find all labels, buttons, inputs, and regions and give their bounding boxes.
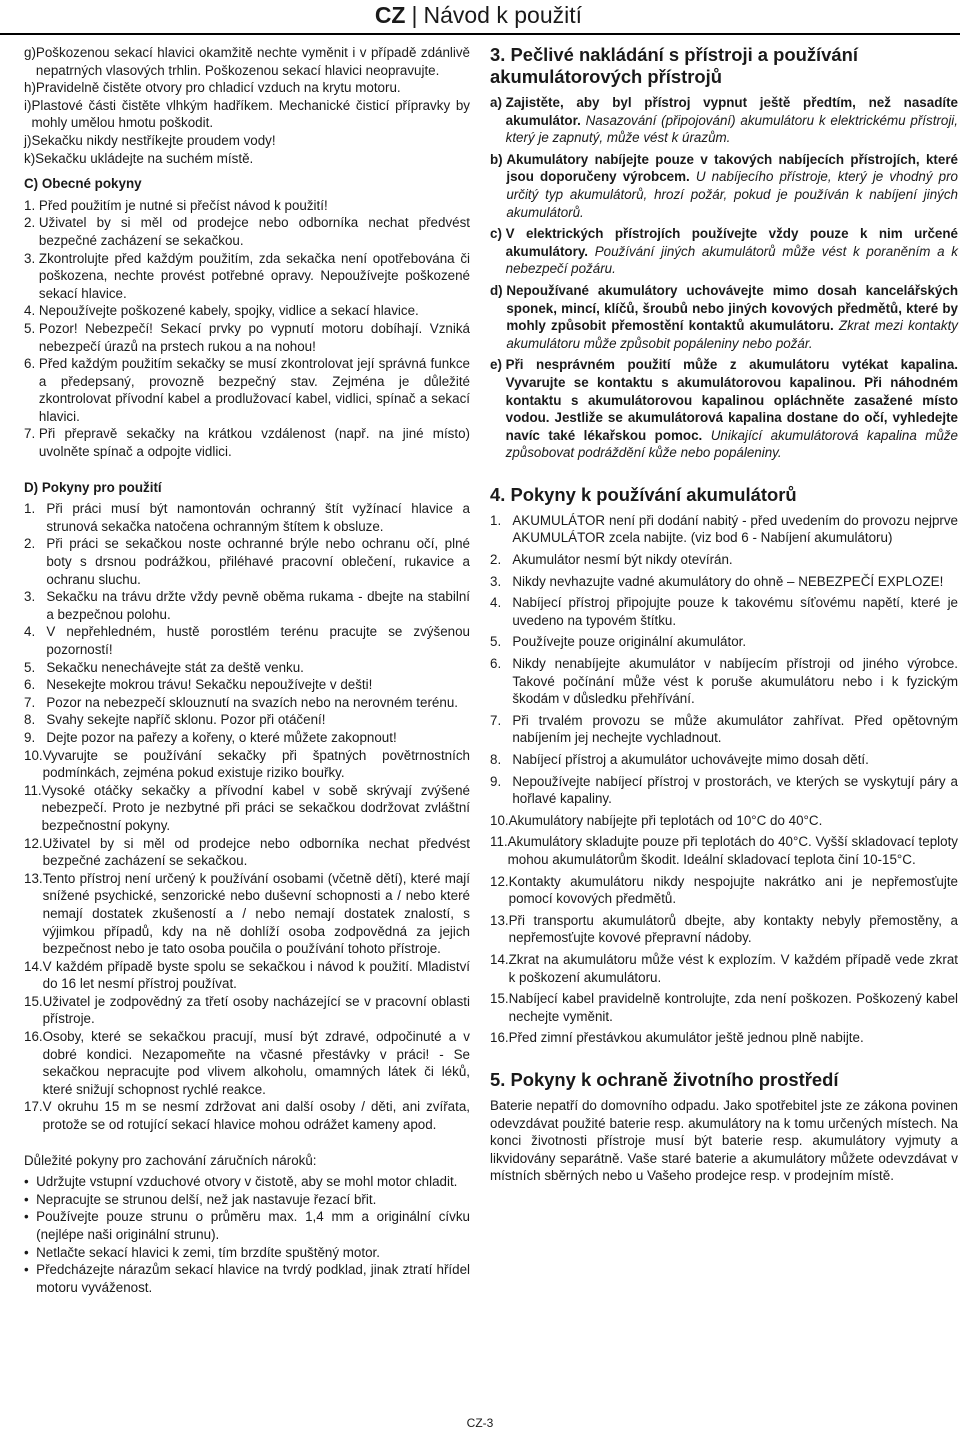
- section-c-heading: C) Obecné pokyny: [24, 176, 142, 192]
- maintenance-item-h: [24, 79, 470, 97]
- usage-instruction-item: [24, 623, 470, 658]
- item-text: Vyvarujte se používání sekačky při špatných povětrnostních podmínkách, zejména pokud existuje riziko bouřky.: [42, 747, 470, 781]
- item-number: 5.: [24, 320, 39, 336]
- item-text: Před zimní přestávkou akumulátor ještě jednou plně nabijte.: [508, 1030, 864, 1046]
- item-text: Dejte pozor na pařezy a kořeny, o které můžete zakopnout!: [46, 729, 397, 745]
- item-text: Při práci musí být namontován ochranný štít vyžínací hlavice a strunová sekačka natočena ochranným štítem k obsluze.: [46, 501, 470, 534]
- item-number: 4.: [490, 595, 513, 611]
- general-instruction-item: [24, 302, 470, 320]
- header-rule: [0, 33, 960, 35]
- item-number: 3.: [490, 573, 513, 589]
- item-bold-text: Nepoužívané akumulátory uchovávejte mimo dosah kancelářských sponek, mincí, klíčů, šroubů nebo jiných kovových předmětů, které by mohly způsobit přemostění kontaktů akumulátoru.: [506, 282, 958, 334]
- usage-instruction-item: [24, 835, 470, 870]
- usage-instruction-item: [24, 588, 470, 623]
- item-number: 3.: [24, 589, 47, 605]
- item-text: Nesekejte mokrou trávu! Sekačku nepoužívejte v dešti!: [46, 677, 373, 693]
- general-instruction-item: [24, 320, 470, 355]
- bullet-icon: •: [24, 1209, 37, 1225]
- item-text: Uživatel je zodpovědný za třetí osoby nacházející se v pracovní oblasti přístroje.: [42, 993, 470, 1027]
- item-number: 2.: [24, 536, 47, 552]
- warranty-bullet: [24, 1173, 470, 1191]
- item-text: Nepoužívejte nabíjecí přístroj v prostorách, ve kterých se vyskytují páry a hořlavé kapaliny.: [512, 773, 958, 807]
- item-bold-text: Zajistěte, aby byl přístroj vypnut ještě předtím, než nasadíte akumulátor.: [505, 95, 958, 128]
- item-number: 14.: [24, 958, 43, 974]
- usage-instruction-item: [24, 676, 470, 694]
- item-text: Plastové části čistěte vlhkým hadříkem. Mechanické čisticí přípravky by mohly umělou hmotu poškodit.: [31, 97, 470, 131]
- item-letter: a): [490, 95, 506, 110]
- item-number: 15.: [24, 993, 43, 1009]
- item-text: Kontakty akumulátoru nikdy nespojujte nakrátko ani je nepřemosťujte pomocí kovových předmětů.: [508, 873, 958, 907]
- battery-usage-item: [490, 812, 958, 830]
- item-number: 16.: [24, 1029, 43, 1045]
- item-text: Uživatel by si měl od prodejce nebo odborníka nechat předvést bezpečné zacházení se sekačkou.: [38, 215, 470, 248]
- item-number: 9.: [490, 773, 513, 789]
- warranty-bullet: [24, 1191, 470, 1209]
- item-text: Poškozenou sekací hlavici okamžitě nechte vyměnit i v případě zdánlivě nepatrných vlasových trhlin. Poškozenou sekací hlavici neopravujte.: [35, 45, 470, 78]
- section-5-text: Baterie nepatří do domovního odpadu. Jako spotřebitel jste ze zákona povinen odevzdávat použité baterie resp. akumulátory na k tomu určených místech. Na konci životnosti přístroje musí být baterie resp. akumulátory vyjmuty a likvidovány separátně. Vaše staré baterie a akumulátory můžete odevzdávat v místních sběrných nebo u Vašeho prodejce resp. v prodejním místě.: [490, 1097, 958, 1184]
- bullet-icon: •: [24, 1174, 37, 1190]
- page-header: [0, 0, 960, 36]
- section-c-list: [24, 197, 470, 461]
- battery-safety-item: [490, 225, 958, 278]
- item-italic-text: Nasazování (připojování) akumulátoru k elektrickému přístroji, který je zapnutý, může vést k úrazům.: [505, 112, 958, 146]
- battery-safety-item: [490, 94, 958, 147]
- battery-safety-item: [490, 151, 958, 221]
- item-marker: h): [24, 80, 36, 96]
- battery-usage-item: [490, 655, 958, 708]
- battery-usage-item: [490, 912, 958, 947]
- battery-usage-item: [490, 712, 958, 747]
- item-text: Nikdy nenabíjejte akumulátor v nabíjecím přístroji od jiného výrobce. Takové počínání může vést k poruše akumulátoru nebo i k fyzickým škodám v důsledku přehřívání.: [512, 656, 958, 707]
- maintenance-item-i: [24, 97, 470, 132]
- item-number: 11.: [24, 782, 42, 798]
- warranty-bullet: [24, 1261, 470, 1296]
- usage-instruction-item: [24, 958, 470, 993]
- item-text: V nepřehledném, hustě porostlém terénu pracujte se zvýšenou pozorností!: [46, 624, 470, 657]
- item-marker: j): [24, 132, 32, 148]
- item-number: 7.: [24, 694, 47, 710]
- item-text: Akumulátory skladujte pouze při teplotách do 40°C. Vyšší skladovací teploty mohou akumulátorům škodit. Ideální skladovací teplota činí 10-15°C.: [507, 834, 958, 867]
- item-text: Sekačku na trávu držte vždy pevně oběma rukama - dbejte na stabilní a bezpečnou polohu.: [46, 589, 470, 622]
- bullet-icon: •: [24, 1244, 37, 1260]
- usage-instruction-item: [24, 1028, 470, 1098]
- battery-usage-item: [490, 773, 958, 808]
- left-column: [24, 44, 470, 1296]
- item-number: 17.: [24, 1099, 43, 1115]
- battery-usage-item: [490, 633, 958, 651]
- battery-safety-item: [490, 282, 958, 352]
- item-number: 15.: [490, 991, 509, 1007]
- item-text: Sekačku nenechávejte stát za deště venku.: [46, 659, 304, 675]
- item-text: Akumulátor nesmí být nikdy otevírán.: [512, 552, 733, 568]
- header-separator: |: [411, 2, 418, 28]
- item-number: 12.: [490, 873, 509, 889]
- item-number: 16.: [490, 1030, 509, 1046]
- item-number: 6.: [24, 677, 47, 693]
- item-text: AKUMULÁTOR není při dodání nabitý - před uvedením do provozu nejprve AKUMULÁTOR zcela nabijte. (viz bod 6 - Nabíjení akumulátoru): [512, 512, 958, 546]
- item-text: Používejte pouze originální akumulátor.: [512, 634, 747, 650]
- item-number: 13.: [24, 870, 43, 886]
- general-instruction-item: [24, 425, 470, 460]
- item-text: Pozor! Nebezpečí! Sekací prvky po vypnutí motoru dobíhají. Vzniká nebezpečí úrazů na prstech rukou a na nohou!: [38, 320, 470, 354]
- manual-title: Návod k použití: [423, 2, 582, 28]
- item-text: Zkrat na akumulátoru může vést k explozím. V každém případě vede zkrat k poškození akumulátoru.: [508, 951, 958, 985]
- battery-usage-item: [490, 594, 958, 629]
- bullet-text: Udržujte vstupní vzduchové otvory v čistotě, aby se mohl motor chladit.: [36, 1174, 458, 1190]
- item-number: 5.: [490, 634, 513, 650]
- item-marker: g): [24, 45, 36, 60]
- bullet-text: Nepracujte se strunou delší, než jak nastavuje řezací břit.: [36, 1191, 377, 1207]
- item-number: 6.: [24, 356, 39, 372]
- battery-usage-item: [490, 751, 958, 769]
- usage-instruction-item: [24, 535, 470, 588]
- item-number: 13.: [490, 912, 509, 928]
- general-instruction-item: [24, 197, 470, 215]
- battery-usage-item: [490, 990, 958, 1025]
- item-letter: e): [490, 357, 506, 373]
- item-text: Vysoké otáčky sekačky a přívodní kabel v sobě skrývají zvýšené nebezpečí. Proto je nezbytné při práci se sekačkou dodržovat zvláštní bezpečnostní pokyny.: [41, 782, 470, 833]
- section-3-heading: 3. Pečlivé nakládání s přístroji a používání akumulátorových přístrojů: [490, 44, 858, 87]
- item-italic-text: Unikající akumulátorová kapalina může způsobovat podráždění kůže nebo popáleniny.: [505, 427, 959, 461]
- header-title: [375, 2, 582, 29]
- usage-instruction-item: [24, 870, 470, 958]
- item-text: V okruhu 15 m se nesmí zdržovat ani další osoby / děti, ani zvířata, protože se od rotující sekací hlavice mohou odrážet kameny apod.: [42, 1099, 470, 1133]
- general-instruction-item: [24, 214, 470, 249]
- item-text: Nikdy nevhazujte vadné akumulátory do ohně – NEBEZPEČÍ EXPLOZE!: [512, 573, 944, 589]
- warranty-intro: Důležité pokyny pro zachování záručních nároků:: [24, 1152, 317, 1168]
- section-d-list: [24, 500, 470, 1133]
- usage-instruction-item: [24, 747, 470, 782]
- item-number: 7.: [490, 712, 513, 728]
- item-number: 14.: [490, 951, 509, 967]
- item-number: 3.: [24, 250, 39, 266]
- item-text: Před použitím je nutné si přečíst návod k použití!: [38, 197, 328, 213]
- page-number: CZ-3: [466, 1416, 494, 1430]
- general-instruction-item: [24, 355, 470, 425]
- item-number: 6.: [490, 656, 513, 672]
- item-text: Nabíjecí kabel pravidelně kontrolujte, zda není poškozen. Poškozený kabel nechejte vyměnit.: [508, 991, 958, 1024]
- item-number: 1.: [24, 197, 39, 213]
- item-letter: b): [490, 151, 507, 167]
- item-text: Sekačku ukládejte na suchém místě.: [35, 150, 254, 166]
- usage-instruction-item: [24, 782, 470, 835]
- item-number: 10.: [24, 747, 43, 763]
- section-4-list: [490, 512, 958, 1047]
- item-text: Akumulátory nabíjejte při teplotách od 10°C do 40°C.: [508, 812, 823, 828]
- section-3-list: [490, 94, 958, 462]
- maintenance-item-k: [24, 150, 470, 168]
- item-text: Při práci se sekačkou noste ochranné brýle nebo ochranu očí, plné boty s drsnou podrážkou, přiléhavé pracovní oblečení, rukavice a ochranu sluchu.: [46, 536, 470, 587]
- usage-instruction-item: [24, 993, 470, 1028]
- item-text: Při trvalém provozu se může akumulátor zahřívat. Před opětovným nabíjením jej nechejte vychladnout.: [512, 712, 958, 746]
- bullet-text: Předcházejte nárazům sekací hlavice na tvrdý podklad, jinak ztratí hřídel motoru vyváženost.: [36, 1262, 470, 1295]
- battery-usage-item: [490, 551, 958, 569]
- item-number: 4.: [24, 303, 39, 319]
- item-text: Tento přístroj není určený k používání osobami (včetně dětí), které mají snížené psychické, senzorické nebo duševní schopnosti a / nebo které nemají dostatek zkušeností a / nebo nemají dostatek znalostí, s výjimkou případů, kdy na ně dohlíží osoba zodpovědná za jejich bezpečnost nebo je tato osoba poučila o používání tohoto přístroje.: [42, 870, 470, 957]
- item-number: 1.: [490, 512, 513, 528]
- item-text: Svahy sekejte napříč sklonu. Pozor při otáčení!: [46, 712, 326, 728]
- maintenance-item-j: [24, 132, 470, 150]
- right-column: [490, 44, 958, 1185]
- usage-instruction-item: [24, 1098, 470, 1133]
- section-5-heading: 5. Pokyny k ochraně životního prostředí: [490, 1068, 839, 1090]
- item-text: Nabíjecí přístroj připojujte pouze k takovému síťovému napětí, které je uvedeno na typovém štítku.: [512, 595, 958, 628]
- item-marker: k): [24, 150, 36, 166]
- item-bold-text: V elektrických přístrojích používejte vždy pouze k nim určené akumulátory.: [505, 226, 958, 259]
- usage-instruction-item: [24, 500, 470, 535]
- item-text: V každém případě byste spolu se sekačkou i návod k použití. Mladiství do 16 let nesmí přístroj používat.: [42, 958, 470, 992]
- item-italic-text: Zkrat mezi kontakty akumulátoru může způsobit popáleniny nebo požár.: [506, 318, 958, 351]
- maintenance-item-g: [24, 44, 470, 79]
- item-number: 12.: [24, 835, 43, 851]
- usage-instruction-item: [24, 659, 470, 677]
- item-text: Pravidelně čistěte otvory pro chladicí vzduch na krytu motoru.: [35, 80, 401, 96]
- item-text: Sekačku nikdy nestříkejte proudem vody!: [31, 132, 276, 148]
- item-letter: c): [490, 226, 506, 242]
- item-text: Nepoužívejte poškozené kabely, spojky, vidlice a sekací hlavice.: [38, 303, 419, 319]
- warranty-bullet-list: [24, 1173, 470, 1296]
- section-d-heading: D) Pokyny pro použití: [24, 479, 162, 495]
- usage-instruction-item: [24, 729, 470, 747]
- item-number: 7.: [24, 426, 39, 442]
- item-text: Při přepravě sekačky na krátkou vzdálenost (např. na jiné místo) uvolněte spínač a odpojte vidlici.: [38, 426, 470, 460]
- language-code: CZ: [374, 2, 406, 28]
- item-marker: i): [24, 97, 32, 113]
- item-letter: d): [490, 282, 507, 298]
- item-number: 10.: [490, 812, 509, 828]
- battery-safety-item: [490, 356, 958, 462]
- bullet-icon: •: [24, 1262, 37, 1278]
- item-text: Zkontrolujte před každým použitím, zda sekačka není opotřebována či poškozena, nechte provést potřebné opravy. Nepoužívejte poškozené sekací hlavice.: [38, 250, 470, 301]
- battery-usage-item: [490, 873, 958, 908]
- item-number: 11.: [490, 834, 508, 850]
- battery-usage-item: [490, 951, 958, 986]
- item-text: Při transportu akumulátorů dbejte, aby kontakty nebyly přemostěny, a nepřemosťujte kovové přepravní nádoby.: [508, 912, 958, 946]
- battery-usage-item: [490, 512, 958, 547]
- general-instruction-item: [24, 250, 470, 303]
- item-bold-text: Při nesprávném použití může z akumulátoru vytékat kapalina. Vyvarujte se kontaktu s akumulátorovou kapalinou. Při náhodném kontaktu s akumulátorovou kapalinou opláchněte zasažené místo vodou. Jestliže se akumulátorová kapalina dostane do očí, vyhledejte navíc také lékařskou pomoc.: [505, 357, 958, 443]
- item-number: 8.: [490, 752, 513, 767]
- item-italic-text: Používání jiných akumulátorů může vést k poraněním a k nebezpečí požáru.: [505, 243, 958, 277]
- battery-usage-item: [490, 833, 958, 868]
- item-italic-text: U nabíjecího přístroje, který je vhodný pro určitý typ akumulátorů, hrozí požár, pokud je používán k nabíjení jiných akumulátorů.: [506, 169, 958, 220]
- item-number: 2.: [490, 552, 513, 568]
- warranty-bullet: [24, 1208, 470, 1243]
- usage-instruction-item: [24, 694, 470, 712]
- bullet-text: Používejte pouze strunu o průměru max. 1,4 mm a originální cívku (nejlépe naši originální strunu).: [36, 1209, 470, 1242]
- item-number: 5.: [24, 659, 47, 675]
- item-text: Uživatel by si měl od prodejce nebo odborníka nechat předvést bezpečné zacházení se sekačkou.: [42, 835, 470, 869]
- section-4-heading: 4. Pokyny k používání akumulátorů: [490, 483, 797, 505]
- battery-usage-item: [490, 1029, 958, 1047]
- item-text: Osoby, které se sekačkou pracují, musí být zdravé, odpočinuté a v dobré kondici. Nezapomeňte na včasné přestávky v práci! - Se sekačkou nepracujte pod vlivem alkoholu, omamných látek či léků, které snižují schopnost rychlé reakce.: [42, 1029, 470, 1097]
- item-text: Nabíjecí přístroj a akumulátor uchovávejte mimo dosah dětí.: [512, 752, 869, 767]
- item-text: Před každým použitím sekačky se musí zkontrolovat její správná funkce a předepsaný, provozně bezpečný stav. Zejména je důležité zkontrolovat přívodní kabel a prodlužovací kabel, vidlici, spínač a sekací hlavici.: [38, 356, 470, 424]
- item-number: 4.: [24, 624, 47, 640]
- item-number: 1.: [24, 501, 47, 517]
- usage-instruction-item: [24, 711, 470, 729]
- item-number: 9.: [24, 729, 47, 745]
- bullet-text: Netlačte sekací hlavici k zemi, tím brzdíte spuštěný motor.: [36, 1244, 380, 1260]
- bullet-icon: •: [24, 1191, 37, 1207]
- item-bold-text: Akumulátory nabíjejte pouze v takových nabíjecích přístrojích, které jsou doporučeny výrobcem.: [506, 151, 958, 185]
- battery-usage-item: [490, 573, 958, 591]
- item-number: 2.: [24, 215, 39, 231]
- item-text: Pozor na nebezpečí sklouznutí na svazích nebo na nerovném terénu.: [46, 694, 458, 710]
- warranty-bullet: [24, 1244, 470, 1262]
- item-number: 8.: [24, 712, 47, 728]
